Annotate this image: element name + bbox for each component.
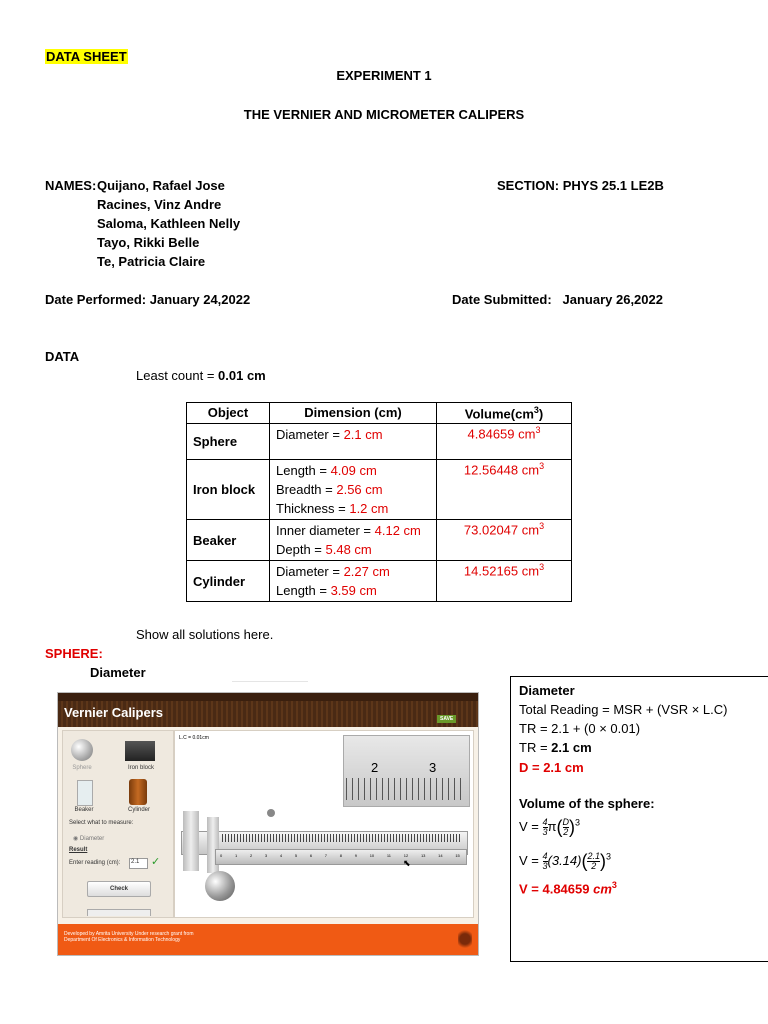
solution-line: TR = 2.1 cm	[519, 740, 592, 755]
experiment-number: EXPERIMENT 1	[336, 68, 432, 83]
header-volume: $Volume(cm^3)$	[437, 403, 572, 424]
lock-screw-icon[interactable]	[267, 809, 275, 817]
emblem-icon	[458, 928, 472, 950]
data-heading: DATA	[45, 349, 80, 364]
iron-block-icon[interactable]	[125, 741, 155, 761]
name-item: Quijano, Rafael Jose	[97, 178, 225, 193]
date-performed: Date Performed: January 24,2022	[45, 292, 251, 307]
name-item: Tayo, Rikki Belle	[97, 235, 200, 250]
volume-cell: 73.02047 $cm^3$	[437, 520, 572, 561]
table-row	[187, 460, 572, 520]
volume-answer: V = 4.84659 $cm^3$	[519, 880, 617, 897]
name-item: Racines, Vinz Andre	[97, 197, 222, 212]
reading-input[interactable]: 2.1	[129, 858, 148, 869]
object-label: Cylinder	[127, 807, 150, 813]
sim-header	[58, 701, 478, 727]
volume-cell: 4.84659 $cm^3$	[437, 424, 572, 460]
zoom-mark: 2	[371, 760, 379, 775]
sim-footer	[58, 924, 478, 955]
volume-title: Volume of the sphere:	[519, 796, 655, 811]
dimension-cell: Inner diameter = 4.12 cm Depth = 5.48 cm	[270, 520, 437, 561]
fixed-jaw	[183, 811, 199, 871]
main-scale-ticks	[222, 834, 462, 842]
sim-object-panel	[62, 730, 174, 918]
solution-box	[510, 676, 768, 962]
volume-substitution: V = $\frac{4}{3}$ (3.14)( $\frac{2.1}{2}$ )$^3$	[519, 851, 612, 871]
object-cell: Cylinder	[187, 561, 270, 602]
volume-cell: 12.56448 $cm^3$	[437, 460, 572, 520]
least-count-label: L.C = 0.01cm	[179, 735, 209, 741]
object-cell: Beaker	[187, 520, 270, 561]
caliper	[181, 811, 471, 911]
table-header-row	[187, 403, 572, 424]
header-dimension: Dimension (cm)	[270, 403, 437, 424]
table-row	[187, 520, 572, 561]
sim-body	[58, 716, 478, 924]
header-object: Object	[187, 403, 270, 424]
object-cell: Iron block	[187, 460, 270, 520]
footer-credit: Developed by Amrita University Under research grant from Department Of Electronics & Information Technology	[64, 931, 194, 943]
sphere-icon[interactable]	[71, 739, 93, 761]
name-item: Te, Patricia Claire	[97, 254, 206, 269]
next-button[interactable]	[87, 909, 151, 916]
sim-top-bar	[58, 693, 478, 701]
save-button[interactable]: SAVE	[437, 715, 456, 723]
sphere-heading: SPHERE:	[45, 646, 103, 661]
check-button[interactable]: Check	[87, 881, 151, 897]
section-label: SECTION: PHYS 25.1 LE2B	[497, 178, 664, 193]
least-count: Least count = 0.01 cm	[136, 368, 266, 383]
dimension-cell: Diameter = 2.1 cm	[270, 424, 437, 460]
zoom-scale-ticks	[346, 778, 466, 800]
result-label: Result	[69, 847, 88, 853]
solution-line: Total Reading = MSR + (VSR × L.C)	[519, 702, 728, 717]
volume-cell: 14.52165 $cm^3$	[437, 561, 572, 602]
vernier-scale[interactable]	[215, 849, 467, 865]
cursor-icon: ⬉	[403, 858, 411, 868]
names-list	[97, 176, 240, 271]
diameter-radio[interactable]: ◉ Diameter	[73, 836, 105, 842]
sim-title: Vernier Calipers	[64, 705, 163, 720]
vernier-simulator-screenshot	[57, 692, 479, 956]
solutions-note: Show all solutions here.	[136, 627, 274, 642]
checkmark-icon: ✓	[151, 856, 161, 868]
select-measure-label: Select what to measure:	[69, 820, 134, 826]
data-table	[186, 402, 572, 602]
table-row	[187, 561, 572, 602]
solution-title: Diameter	[519, 683, 575, 698]
zoom-mark: 3	[429, 760, 437, 775]
table-row	[187, 424, 572, 460]
volume-formula: V = $\frac{4}{3}$ π( $\frac{D}{2}$ )$^3$	[519, 817, 581, 837]
sphere-object[interactable]	[205, 871, 235, 901]
object-label: Beaker	[74, 807, 94, 813]
name-item: Saloma, Kathleen Nelly	[97, 216, 241, 231]
solution-line: TR = 2.1 + (0 × 0.01)	[519, 721, 641, 736]
object-label: Sphere	[72, 765, 92, 771]
dimension-cell: Diameter = 2.27 cm Length = 3.59 cm	[270, 561, 437, 602]
date-submitted: Date Submitted: January 26,2022	[452, 292, 663, 307]
names-label: NAMES:	[45, 178, 97, 193]
beaker-icon[interactable]	[77, 780, 93, 806]
sim-workspace	[174, 716, 474, 918]
scale-numbers: 0 1 2 3 4 5 6 7 8 9 10 11 12 13 14 15	[220, 853, 460, 858]
divider	[232, 681, 308, 682]
reading-label: Enter reading (cm):	[69, 860, 121, 866]
experiment-title: THE VERNIER AND MICROMETER CALIPERS	[243, 107, 525, 122]
diameter-heading: Diameter	[90, 665, 146, 680]
cylinder-icon[interactable]	[129, 779, 147, 805]
dimension-cell: Length = 4.09 cm Breadth = 2.56 cm Thickness = 1.2 cm	[270, 460, 437, 520]
zoom-window	[343, 735, 470, 807]
object-cell: Sphere	[187, 424, 270, 460]
solution-answer-diameter: D = 2.1 cm	[519, 760, 584, 775]
data-sheet-label: DATA SHEET	[46, 49, 127, 64]
object-label: Iron block	[127, 765, 154, 771]
